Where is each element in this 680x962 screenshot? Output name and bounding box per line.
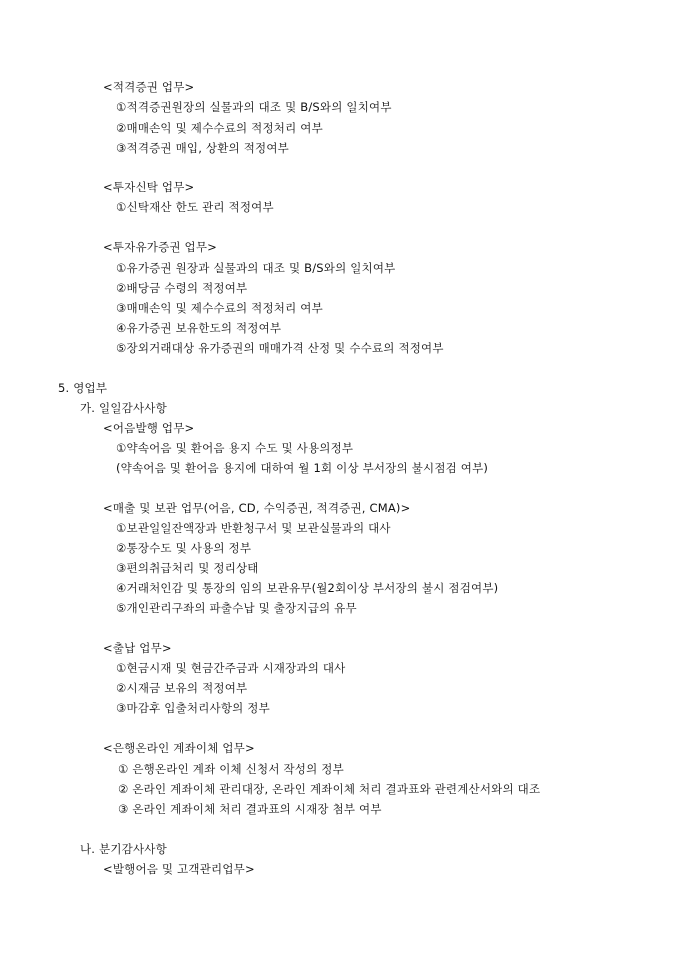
section-heading-trust: <투자신탁 업무> — [103, 180, 195, 194]
section-heading-cash: <출납 업무> — [103, 641, 172, 655]
list-item: ④유가증권 보유한도의 적정여부 — [116, 321, 282, 335]
list-item: ①적격증권원장의 실물과의 대조 및 B/S와의 일치여부 — [116, 100, 392, 114]
list-item: ③매매손익 및 제수수료의 적정처리 여부 — [116, 301, 323, 315]
section-heading-trading: <매출 및 보관 업무(어음, CD, 수익증권, 적격증권, CMA)> — [103, 501, 411, 515]
chapter-title-sales: 5. 영업부 — [58, 381, 108, 395]
list-item: ⑤장외거래대상 유가증권의 매매가격 산정 및 수수료의 적정여부 — [116, 341, 444, 355]
subsection-title-daily: 가. 일일감사사항 — [80, 401, 167, 415]
section-heading-online: <은행온라인 계좌이체 업무> — [103, 741, 255, 755]
list-item: ⑤개인관리구좌의 파출수납 및 출장지급의 유무 — [116, 601, 357, 615]
section-heading-quarterly: <발행어음 및 고객관리업무> — [103, 862, 255, 876]
list-item: ①신탁재산 한도 관리 적정여부 — [116, 200, 274, 214]
list-item: ② 온라인 계좌이체 관리대장, 온라인 계좌이체 처리 결과표와 관련계산서와의 대조 — [118, 782, 541, 796]
list-item: ①현금시재 및 현금간주금과 시재장과의 대사 — [116, 661, 346, 675]
list-item: ②통장수도 및 사용의 정부 — [116, 541, 252, 555]
list-item: ②매매손익 및 제수수료의 적정처리 여부 — [116, 121, 323, 135]
subsection-title-quarterly: 나. 분기감사사항 — [80, 842, 167, 856]
list-item-note: (약속어음 및 환어음 용지에 대하여 월 1회 이상 부서장의 불시점검 여부) — [116, 461, 489, 475]
list-item: ①약속어음 및 환어음 용지 수도 및 사용의정부 — [116, 441, 354, 455]
list-item: ① 은행온라인 계좌 이체 신청서 작성의 정부 — [118, 762, 344, 776]
list-item: ④거래처인감 및 통장의 임의 보관유무(월2회이상 부서장의 불시 점검여부) — [116, 581, 499, 595]
list-item: ③적격증권 매입, 상환의 적정여부 — [116, 141, 289, 155]
section-heading-bill: <어음발행 업무> — [103, 421, 195, 435]
list-item: ③ 온라인 계좌이체 처리 결과표의 시재장 첨부 여부 — [118, 802, 382, 816]
list-item: ③마감후 입출처리사항의 정부 — [116, 701, 270, 715]
list-item: ③편의취급처리 및 정리상태 — [116, 561, 259, 575]
section-heading-securities: <적격증권 업무> — [103, 80, 195, 94]
list-item: ②배당금 수령의 적정여부 — [116, 281, 248, 295]
list-item: ①보관일일잔액장과 반환청구서 및 보관실물과의 대사 — [116, 521, 391, 535]
list-item: ②시재금 보유의 적정여부 — [116, 681, 248, 695]
section-heading-investment: <투자유가증권 업무> — [103, 240, 217, 254]
list-item: ①유가증권 원장과 실물과의 대조 및 B/S와의 일치여부 — [116, 261, 396, 275]
